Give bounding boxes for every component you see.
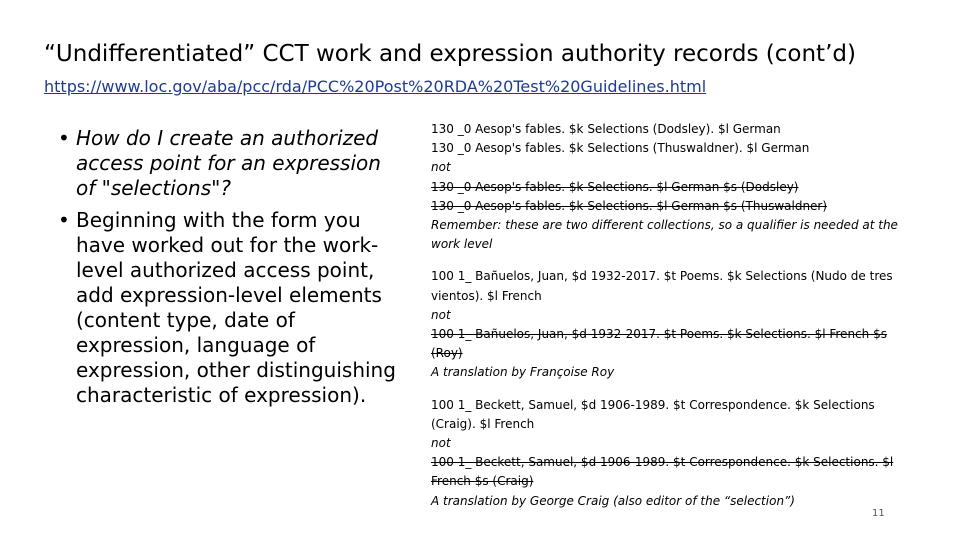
example-banuelos — [431, 267, 911, 382]
incorrect-example-line: 100 1_ Bañuelos, Juan, $d 1932-2017. $t Poems. $k Selections. $l French $s (Roy) — [431, 327, 887, 361]
example-line: 100 1_ Beckett, Samuel, $d 1906-1989. $t Correspondence. $k Selections (Craig). $l French — [431, 397, 875, 431]
example-note: Remember: these are two different collections, so a qualifier is needed at the work level — [431, 218, 898, 252]
example-note: A translation by Françoise Roy — [431, 365, 615, 380]
bullet-instruction: • Beginning with the form you have worked out for the work-level authorized access point, add expression-level elements (content type, date of expression, language of expression, other distinguishing characteristic of expression). — [54, 208, 399, 408]
not-label: not — [431, 160, 451, 175]
example-line: 100 1_ Bañuelos, Juan, $d 1932-2017. $t Poems. $k Selections (Nudo de tres vientos). $l French — [431, 269, 893, 303]
bullet-question: • How do I create an authorized access point for an expression of "selections"? — [54, 126, 399, 201]
slide-title: “Undifferentiated” CCT work and expression authority records (cont’d) — [44, 41, 856, 67]
incorrect-example-line: 130 _0 Aesop's fables. $k Selections. $l German $s (Thuswaldner) — [431, 198, 828, 213]
example-note: A translation by George Craig (also editor of the “selection”) — [431, 493, 795, 508]
page-number: 11 — [872, 508, 885, 519]
example-line: 130 _0 Aesop's fables. $k Selections (Dodsley). $l German — [431, 122, 781, 136]
not-label: not — [431, 436, 451, 451]
not-label: not — [431, 307, 451, 322]
example-beckett — [431, 396, 911, 511]
bullet-list — [54, 126, 399, 415]
incorrect-example-line: 100 1_ Beckett, Samuel, $d 1906-1989. $t Correspondence. $k Selections. $l French $s (Craig) — [431, 455, 894, 489]
incorrect-example-line: 130 _0 Aesop's fables. $k Selections. $l German $s (Dodsley) — [431, 179, 799, 194]
example-aesop — [431, 120, 911, 254]
guidelines-link[interactable]: https://www.loc.gov/aba/pcc/rda/PCC%20Post%20RDA%20Test%20Guidelines.html — [44, 77, 707, 96]
example-line: 130 _0 Aesop's fables. $k Selections (Thuswaldner). $l German — [431, 141, 810, 156]
examples-panel — [431, 120, 911, 511]
